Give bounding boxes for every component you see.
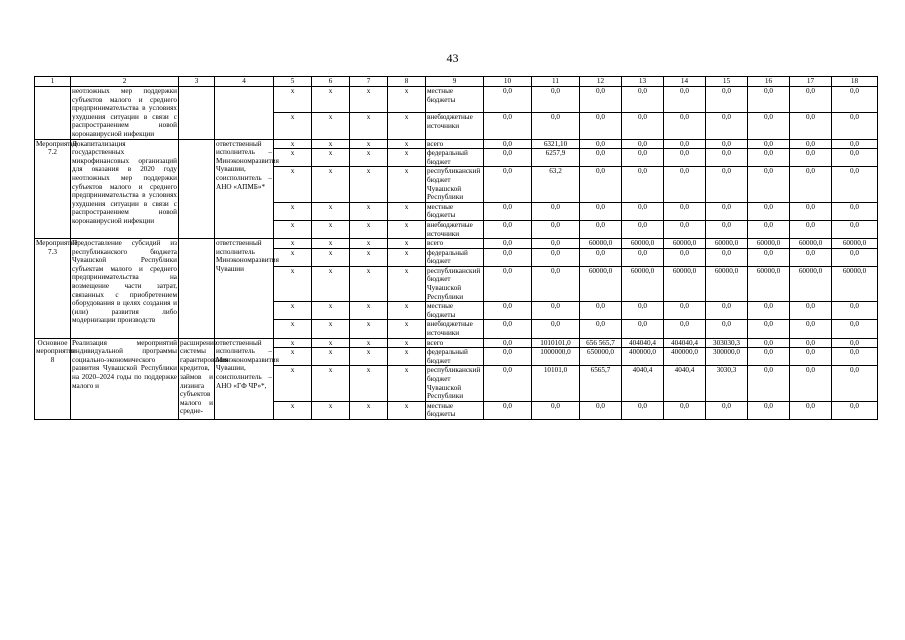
code-placeholder: х [350, 348, 388, 366]
amount-cell: 0,0 [832, 302, 878, 320]
code-placeholder: х [350, 139, 388, 149]
funding-source: федеральный бюджет [426, 149, 484, 167]
code-placeholder: х [350, 338, 388, 348]
amount-cell: 0,0 [832, 139, 878, 149]
amount-cell: 0,0 [532, 239, 580, 249]
amount-cell: 0,0 [484, 338, 532, 348]
column-number: 18 [832, 77, 878, 87]
amount-cell: 0,0 [706, 401, 748, 419]
amount-cell: 0,0 [580, 248, 622, 266]
funding-source: всего [426, 139, 484, 149]
code-placeholder: х [350, 167, 388, 202]
code-placeholder: х [312, 149, 350, 167]
amount-cell: 10101,0 [532, 366, 580, 401]
column-number: 17 [790, 77, 832, 87]
amount-cell: 60000,0 [832, 239, 878, 249]
amount-cell: 0,0 [532, 248, 580, 266]
amount-cell: 0,0 [790, 248, 832, 266]
measure-code: Мероприятие 7.3 [35, 239, 71, 339]
column-number: 13 [622, 77, 664, 87]
amount-cell: 0,0 [832, 167, 878, 202]
amount-cell: 0,0 [706, 149, 748, 167]
code-placeholder: х [274, 167, 312, 202]
code-placeholder: х [274, 87, 312, 113]
amount-cell: 0,0 [748, 366, 790, 401]
amount-cell: 0,0 [580, 320, 622, 338]
amount-cell: 0,0 [748, 113, 790, 139]
column-number: 3 [179, 77, 215, 87]
amount-cell: 3030,3 [706, 366, 748, 401]
amount-cell: 6565,7 [580, 366, 622, 401]
amount-cell: 0,0 [706, 302, 748, 320]
amount-cell: 0,0 [706, 87, 748, 113]
amount-cell: 60000,0 [790, 239, 832, 249]
code-placeholder: х [312, 87, 350, 113]
financing-table [34, 76, 878, 420]
amount-cell: 0,0 [706, 320, 748, 338]
amount-cell: 0,0 [832, 320, 878, 338]
amount-cell: 0,0 [790, 87, 832, 113]
amount-cell: 0,0 [748, 220, 790, 238]
column-number: 4 [215, 77, 274, 87]
code-placeholder: х [312, 248, 350, 266]
amount-cell: 60000,0 [832, 266, 878, 301]
funding-source: республиканский бюджет Чувашской Республики [426, 266, 484, 301]
amount-cell: 0,0 [484, 202, 532, 220]
amount-cell: 0,0 [580, 202, 622, 220]
amount-cell: 4040,4 [622, 366, 664, 401]
amount-cell: 0,0 [790, 139, 832, 149]
code-placeholder: х [312, 266, 350, 301]
funding-source: местные бюджеты [426, 202, 484, 220]
measure-name: Докапитализация государственных микрофинансовых организаций для оказания в 2020 году неотложных мер поддержки субъектов малого и среднего предпринимательства в условиях ухудшения ситуации в связи с распространением новой коронавирусной инфекции [71, 139, 179, 239]
amount-cell: 0,0 [622, 220, 664, 238]
amount-cell: 0,0 [484, 348, 532, 366]
amount-cell: 60000,0 [622, 266, 664, 301]
amount-cell: 0,0 [484, 401, 532, 419]
code-placeholder: х [350, 239, 388, 249]
amount-cell: 0,0 [832, 149, 878, 167]
amount-cell: 0,0 [664, 202, 706, 220]
amount-cell: 0,0 [622, 87, 664, 113]
funding-source: местные бюджеты [426, 401, 484, 419]
code-placeholder: х [388, 338, 426, 348]
code-placeholder: х [312, 139, 350, 149]
amount-cell: 0,0 [790, 366, 832, 401]
amount-cell: 303030,3 [706, 338, 748, 348]
code-placeholder: х [274, 320, 312, 338]
amount-cell: 0,0 [484, 87, 532, 113]
amount-cell: 0,0 [832, 338, 878, 348]
code-placeholder: х [350, 87, 388, 113]
amount-cell: 63,2 [532, 167, 580, 202]
amount-cell: 60000,0 [706, 239, 748, 249]
amount-cell: 0,0 [790, 401, 832, 419]
amount-cell: 60000,0 [790, 266, 832, 301]
funding-source: всего [426, 239, 484, 249]
amount-cell: 0,0 [706, 113, 748, 139]
amount-cell: 60000,0 [748, 239, 790, 249]
amount-cell: 0,0 [790, 348, 832, 366]
amount-cell: 0,0 [622, 401, 664, 419]
code-placeholder: х [312, 366, 350, 401]
amount-cell: 0,0 [484, 302, 532, 320]
amount-cell: 0,0 [832, 87, 878, 113]
column-number: 15 [706, 77, 748, 87]
executor: ответственный исполнитель – Минэкономразвития Чувашии, соисполнитель – АНО «ГФ ЧР»*, [215, 338, 274, 419]
measure-goal [179, 139, 215, 239]
amount-cell: 0,0 [748, 87, 790, 113]
amount-cell: 656 565,7 [580, 338, 622, 348]
amount-cell: 0,0 [664, 139, 706, 149]
column-number: 9 [426, 77, 484, 87]
amount-cell: 0,0 [622, 248, 664, 266]
code-placeholder: х [274, 113, 312, 139]
amount-cell: 0,0 [484, 248, 532, 266]
table-row [35, 338, 878, 348]
amount-cell: 0,0 [832, 113, 878, 139]
code-placeholder: х [388, 113, 426, 139]
code-placeholder: х [350, 248, 388, 266]
amount-cell: 60000,0 [664, 266, 706, 301]
amount-cell: 0,0 [484, 220, 532, 238]
code-placeholder: х [274, 220, 312, 238]
code-placeholder: х [388, 401, 426, 419]
column-number: 11 [532, 77, 580, 87]
amount-cell: 0,0 [484, 366, 532, 401]
amount-cell: 0,0 [622, 320, 664, 338]
amount-cell: 60000,0 [664, 239, 706, 249]
amount-cell: 0,0 [706, 202, 748, 220]
amount-cell: 0,0 [532, 87, 580, 113]
amount-cell: 0,0 [484, 113, 532, 139]
code-placeholder: х [350, 302, 388, 320]
table-row [35, 139, 878, 149]
column-number: 1 [35, 77, 71, 87]
code-placeholder: х [312, 320, 350, 338]
amount-cell: 60000,0 [748, 266, 790, 301]
amount-cell: 1010101,0 [532, 338, 580, 348]
amount-cell: 0,0 [832, 348, 878, 366]
amount-cell: 0,0 [790, 302, 832, 320]
code-placeholder: х [388, 87, 426, 113]
funding-source: республиканский бюджет Чувашской Республики [426, 366, 484, 401]
amount-cell: 0,0 [790, 320, 832, 338]
page-number: 43 [446, 51, 459, 65]
code-placeholder: х [350, 202, 388, 220]
amount-cell: 0,0 [832, 366, 878, 401]
amount-cell: 0,0 [622, 139, 664, 149]
amount-cell: 0,0 [532, 220, 580, 238]
code-placeholder: х [350, 366, 388, 401]
amount-cell: 0,0 [748, 139, 790, 149]
code-placeholder: х [388, 302, 426, 320]
column-number: 14 [664, 77, 706, 87]
amount-cell: 1000000,0 [532, 348, 580, 366]
amount-cell: 0,0 [580, 113, 622, 139]
code-placeholder: х [274, 338, 312, 348]
measure-name: неотложных мер поддержки субъектов малого и среднего предпринимательства в условиях ухудшения ситуации в связи с распространением новой коронавирусной инфекции [72, 87, 177, 138]
amount-cell: 0,0 [580, 167, 622, 202]
code-placeholder: х [274, 401, 312, 419]
amount-cell: 0,0 [484, 320, 532, 338]
code-placeholder: х [274, 239, 312, 249]
code-placeholder: х [274, 266, 312, 301]
code-placeholder: х [274, 248, 312, 266]
code-placeholder: х [350, 113, 388, 139]
amount-cell: 0,0 [532, 202, 580, 220]
measure-code: Основное мероприятие 8 [35, 338, 71, 419]
column-number: 2 [71, 77, 179, 87]
code-placeholder: х [274, 348, 312, 366]
amount-cell: 0,0 [580, 401, 622, 419]
amount-cell: 0,0 [532, 266, 580, 301]
funding-source: местные бюджеты [426, 302, 484, 320]
code-placeholder: х [388, 149, 426, 167]
amount-cell: 0,0 [706, 167, 748, 202]
executor: ответственный исполнитель – Минэкономразвития Чувашии, соисполнитель – АНО «АПМБ»* [215, 139, 274, 239]
code-placeholder: х [388, 139, 426, 149]
amount-cell: 0,0 [790, 220, 832, 238]
amount-cell: 0,0 [664, 149, 706, 167]
code-placeholder: х [388, 248, 426, 266]
amount-cell: 0,0 [790, 338, 832, 348]
amount-cell: 300000,0 [706, 348, 748, 366]
code-placeholder: х [274, 149, 312, 167]
column-number: 8 [388, 77, 426, 87]
amount-cell: 0,0 [706, 139, 748, 149]
code-placeholder: х [388, 220, 426, 238]
amount-cell: 0,0 [832, 248, 878, 266]
amount-cell: 0,0 [484, 149, 532, 167]
amount-cell: 0,0 [532, 302, 580, 320]
amount-cell: 0,0 [748, 202, 790, 220]
measure-goal [179, 239, 215, 339]
amount-cell: 0,0 [832, 401, 878, 419]
amount-cell: 0,0 [580, 220, 622, 238]
code-placeholder: х [350, 149, 388, 167]
column-number: 10 [484, 77, 532, 87]
amount-cell: 0,0 [484, 167, 532, 202]
amount-cell: 0,0 [706, 220, 748, 238]
amount-cell: 0,0 [748, 167, 790, 202]
amount-cell: 60000,0 [580, 239, 622, 249]
code-placeholder: х [274, 202, 312, 220]
column-number: 16 [748, 77, 790, 87]
amount-cell: 60000,0 [580, 266, 622, 301]
amount-cell: 0,0 [664, 167, 706, 202]
funding-source: внебюджетные источники [426, 320, 484, 338]
amount-cell: 0,0 [664, 87, 706, 113]
code-placeholder: х [350, 220, 388, 238]
code-placeholder: х [350, 401, 388, 419]
measure-goal: расширение системы гарантирования кредитов, займов и лизинга субъектов малого и средне- [179, 338, 215, 419]
amount-cell: 0,0 [748, 248, 790, 266]
funding-source: федеральный бюджет [426, 248, 484, 266]
column-number: 12 [580, 77, 622, 87]
measure-code [35, 87, 71, 140]
amount-cell: 0,0 [832, 202, 878, 220]
executor: ответственный исполнитель Минэкономразвития Чувашии [215, 239, 274, 339]
amount-cell: 404040,4 [664, 338, 706, 348]
code-placeholder: х [312, 202, 350, 220]
amount-cell: 0,0 [622, 149, 664, 167]
code-placeholder: х [312, 239, 350, 249]
amount-cell: 0,0 [748, 401, 790, 419]
measure-name: Предоставление субсидий из республиканского бюджета Чувашской Республики субъектам малого и среднего предпринимательства на возмещение части затрат, связанных с приобретением оборудования в целях создания и (или) развития либо модернизации производств [71, 239, 179, 339]
code-placeholder: х [350, 266, 388, 301]
code-placeholder: х [388, 167, 426, 202]
amount-cell: 0,0 [484, 266, 532, 301]
code-placeholder: х [388, 239, 426, 249]
amount-cell: 400000,0 [664, 348, 706, 366]
amount-cell: 650000,0 [580, 348, 622, 366]
code-placeholder: х [388, 266, 426, 301]
amount-cell: 0,0 [748, 149, 790, 167]
code-placeholder: х [312, 220, 350, 238]
amount-cell: 60000,0 [706, 266, 748, 301]
column-number: 5 [274, 77, 312, 87]
amount-cell: 0,0 [664, 248, 706, 266]
amount-cell: 0,0 [622, 302, 664, 320]
funding-source: федеральный бюджет [426, 348, 484, 366]
table-row [35, 87, 878, 113]
amount-cell: 0,0 [664, 113, 706, 139]
column-number: 6 [312, 77, 350, 87]
measure-goal [179, 87, 215, 140]
code-placeholder: х [388, 348, 426, 366]
amount-cell: 0,0 [622, 202, 664, 220]
amount-cell: 0,0 [664, 220, 706, 238]
amount-cell: 0,0 [622, 113, 664, 139]
table-row [35, 239, 878, 249]
amount-cell: 404040,4 [622, 338, 664, 348]
code-placeholder: х [274, 139, 312, 149]
amount-cell: 0,0 [664, 401, 706, 419]
funding-source: внебюджетные источники [426, 220, 484, 238]
amount-cell: 400000,0 [622, 348, 664, 366]
amount-cell: 0,0 [532, 401, 580, 419]
funding-source: всего [426, 338, 484, 348]
column-number: 7 [350, 77, 388, 87]
code-placeholder: х [312, 348, 350, 366]
amount-cell: 0,0 [790, 202, 832, 220]
funding-source: республиканский бюджет Чувашской Республики [426, 167, 484, 202]
amount-cell: 0,0 [832, 220, 878, 238]
amount-cell: 0,0 [748, 348, 790, 366]
executor [215, 87, 274, 140]
funding-source: внебюджетные источники [426, 113, 484, 139]
amount-cell: 0,0 [580, 149, 622, 167]
code-placeholder: х [312, 167, 350, 202]
amount-cell: 0,0 [532, 320, 580, 338]
code-placeholder: х [388, 320, 426, 338]
measure-name: Реализация мероприятий индивидуальной программы социально-экономического развития Чувашской Республики на 2020–2024 годы по поддержке малого и [71, 338, 179, 419]
code-placeholder: х [312, 302, 350, 320]
amount-cell: 0,0 [580, 87, 622, 113]
code-placeholder: х [312, 401, 350, 419]
amount-cell: 0,0 [790, 113, 832, 139]
code-placeholder: х [312, 113, 350, 139]
amount-cell: 6257,9 [532, 149, 580, 167]
amount-cell: 0,0 [790, 149, 832, 167]
amount-cell: 0,0 [748, 320, 790, 338]
amount-cell: 6321,10 [532, 139, 580, 149]
amount-cell: 0,0 [622, 167, 664, 202]
amount-cell: 0,0 [790, 167, 832, 202]
amount-cell: 0,0 [748, 338, 790, 348]
amount-cell: 0,0 [580, 139, 622, 149]
measure-code: Мероприятие 7.2 [35, 139, 71, 239]
amount-cell: 0,0 [580, 302, 622, 320]
amount-cell: 4040,4 [664, 366, 706, 401]
code-placeholder: х [388, 366, 426, 401]
column-number-row [35, 77, 878, 87]
code-placeholder: х [388, 202, 426, 220]
code-placeholder: х [274, 302, 312, 320]
code-placeholder: х [350, 320, 388, 338]
amount-cell: 0,0 [664, 320, 706, 338]
amount-cell: 0,0 [484, 139, 532, 149]
code-placeholder: х [274, 366, 312, 401]
funding-source: местные бюджеты [426, 87, 484, 113]
code-placeholder: х [312, 338, 350, 348]
amount-cell: 60000,0 [622, 239, 664, 249]
amount-cell: 0,0 [706, 248, 748, 266]
amount-cell: 0,0 [664, 302, 706, 320]
amount-cell: 0,0 [484, 239, 532, 249]
amount-cell: 0,0 [532, 113, 580, 139]
amount-cell: 0,0 [748, 302, 790, 320]
